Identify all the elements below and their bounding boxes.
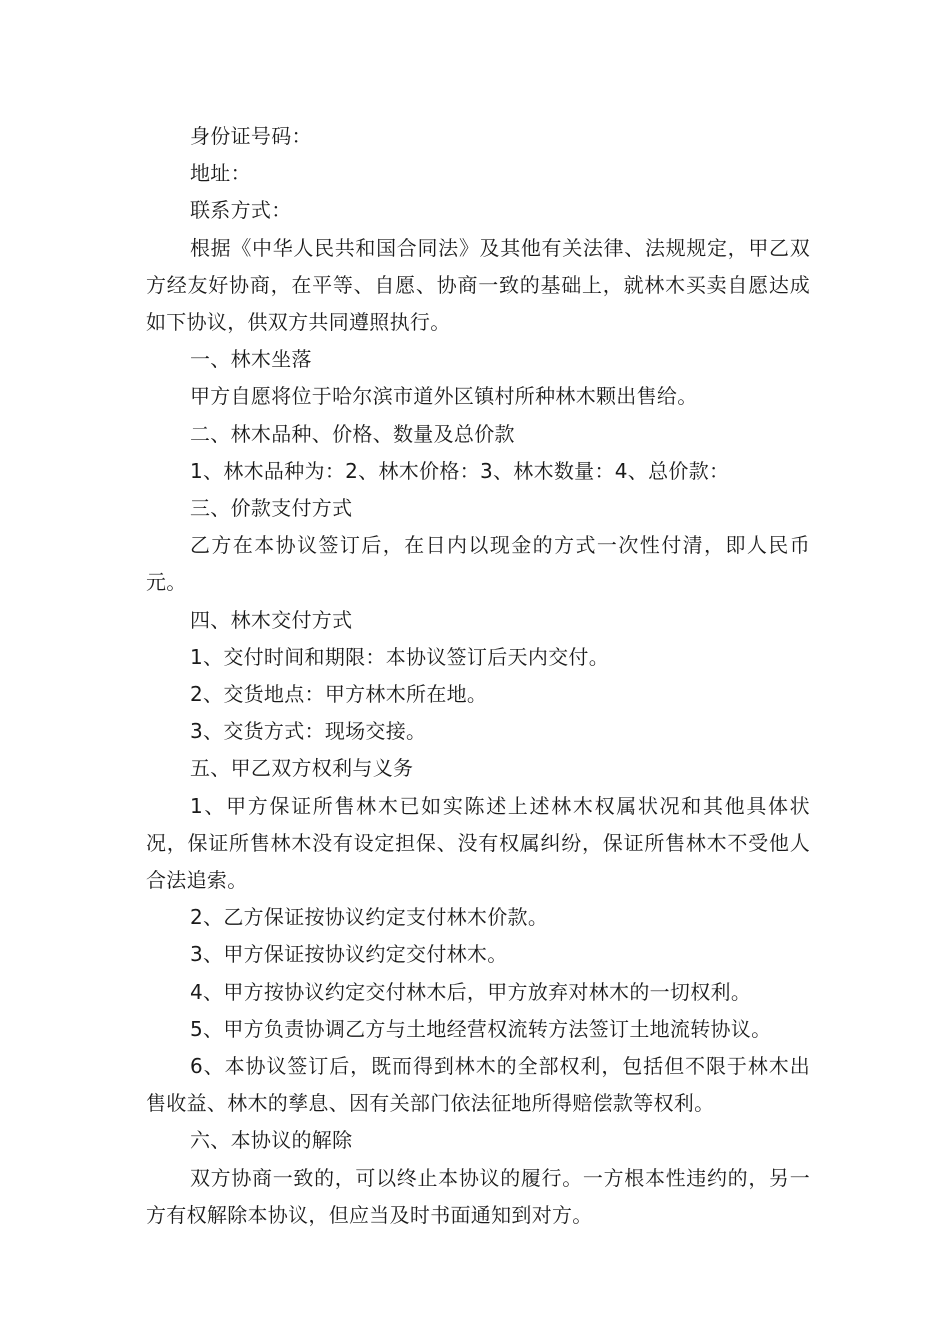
location-paragraph: 甲方自愿将位于哈尔滨市道外区镇村所种林木颗出售给。	[190, 384, 698, 409]
rights-item: 1、甲方保证所售林木已如实陈述上述林木权属状况和其他具体状况，保证所售林木没有设定担保、没有权属纠纷，保证所售林木不受他人合法追索。	[146, 793, 810, 893]
termination-paragraph: 双方协商一致的，可以终止本协议的履行。一方根本性违约的，另一方有权解除本协议，但应当及时书面通知到对方。	[146, 1165, 810, 1227]
section-heading-delivery: 四、林木交付方式	[190, 607, 353, 632]
rights-item: 3、甲方保证按协议约定交付林木。	[190, 942, 508, 967]
address-field: 地址：	[190, 161, 251, 186]
payment-paragraph: 乙方在本协议签订后，在日内以现金的方式一次性付清，即人民币元。	[146, 533, 810, 595]
delivery-item: 1、交付时间和期限：本协议签订后天内交付。	[190, 644, 610, 669]
preamble-paragraph: 根据《中华人民共和国合同法》及其他有关法律、法规规定，甲乙双方经友好协商，在平等、自愿、协商一致的基础上，就林木买卖自愿达成如下协议，供双方共同遵照执行。	[146, 235, 810, 335]
rights-item: 4、甲方按协议约定交付林木后，甲方放弃对林木的一切权利。	[190, 979, 752, 1004]
rights-item: 6、本协议签订后，既而得到林木的全部权利，包括但不限于林木出售收益、林木的孳息、因有关部门依法征地所得赔偿款等权利。	[146, 1054, 810, 1116]
rights-item: 5、甲方负责协调乙方与土地经营权流转方法签订土地流转协议。	[190, 1016, 772, 1041]
delivery-item: 3、交货方式：现场交接。	[190, 719, 427, 744]
section-heading-location: 一、林木坐落	[190, 347, 312, 372]
section-heading-termination: 六、本协议的解除	[190, 1128, 353, 1153]
contact-field: 联系方式：	[190, 198, 292, 223]
delivery-item: 2、交货地点：甲方林木所在地。	[190, 682, 488, 707]
section-heading-rights: 五、甲乙双方权利与义务	[190, 756, 414, 781]
document-body	[146, 118, 810, 1234]
id-number-field: 身份证号码：	[190, 124, 312, 148]
rights-item: 2、乙方保证按协议约定支付林木价款。	[190, 905, 549, 930]
varieties-paragraph: 1、林木品种为：2、林木价格：3、林木数量：4、总价款：	[190, 458, 730, 483]
section-heading-varieties: 二、林木品种、价格、数量及总价款	[190, 421, 515, 446]
section-heading-payment: 三、价款支付方式	[190, 496, 353, 521]
